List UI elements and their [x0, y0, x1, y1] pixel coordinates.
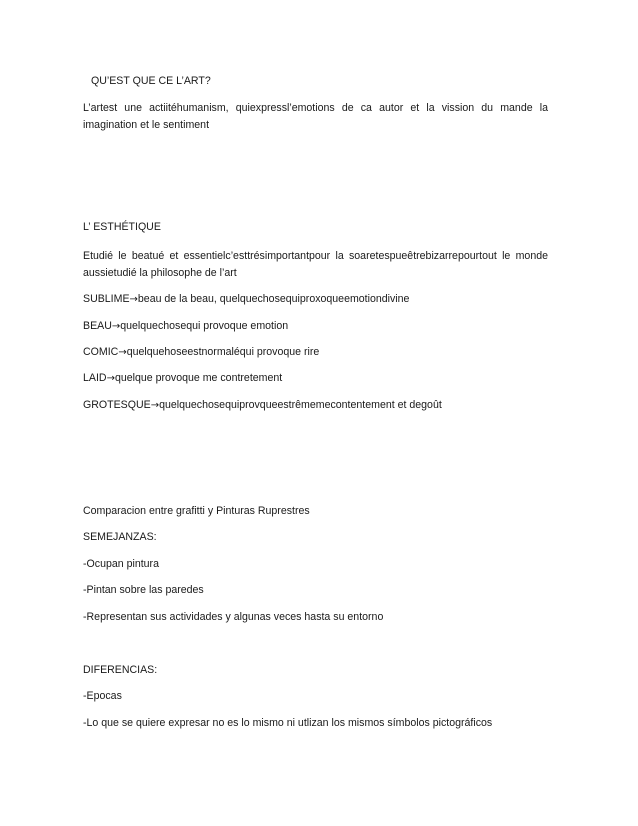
- similarity-item: -Pintan sobre las paredes: [83, 584, 204, 596]
- arrow-right-icon: →: [111, 321, 121, 332]
- term-row-beau: [83, 320, 548, 333]
- esthetique-definition: Etudié le beatué et essentielc’esttrésimportantpour la soaretespueêtrebizarrepourtout le monde aussietudié la philosophe de l’art: [83, 250, 548, 279]
- comparison-title: Comparacion entre grafitti y Pinturas Ruprestres: [83, 505, 310, 517]
- art-title: QU’EST QUE CE L’ART?: [91, 75, 211, 87]
- term-label: LAID: [83, 372, 107, 384]
- esthetique-title: L’ ESTHÉTIQUE: [83, 221, 161, 233]
- term-row-comic: [83, 346, 548, 359]
- term-label: SUBLIME: [83, 293, 130, 305]
- term-label: COMIC: [83, 346, 119, 358]
- arrow-right-icon: →: [118, 347, 127, 358]
- art-definition: L’artest une actiitéhumanism, quiexpressl’emotions de ca autor et la vission du mande la imagination et le sentiment: [83, 102, 548, 131]
- term-meaning: quelquechosequiprovqueestrêmemecontentement et degoût: [159, 399, 442, 411]
- similarity-item: -Ocupan pintura: [83, 558, 159, 570]
- arrow-right-icon: →: [129, 294, 138, 305]
- term-meaning: quelque provoque me contretement: [114, 372, 283, 384]
- arrow-right-icon: →: [106, 373, 115, 384]
- arrow-right-icon: →: [150, 400, 160, 411]
- term-row-sublime: [83, 293, 548, 306]
- term-row-grotesque: [83, 399, 548, 412]
- differences-heading: DIFERENCIAS:: [83, 664, 158, 676]
- term-meaning: beau de la beau, quelquechosequiproxoqueemotiondivine: [137, 293, 410, 305]
- term-label: GROTESQUE: [83, 399, 151, 411]
- difference-item: -Lo que se quiere expresar no es lo mismo ni utlizan los mismos símbolos pictográficos: [83, 717, 493, 729]
- term-row-laid: [83, 372, 548, 385]
- similarity-item: -Representan sus actividades y algunas veces hasta su entorno: [83, 611, 384, 623]
- term-meaning: quelquehoseestnormaléqui provoque rire: [126, 346, 320, 358]
- term-label: BEAU: [83, 320, 112, 332]
- term-meaning: quelquechosequi provoque emotion: [120, 320, 289, 332]
- similarities-heading: SEMEJANZAS:: [83, 531, 157, 543]
- difference-item: -Epocas: [83, 690, 122, 702]
